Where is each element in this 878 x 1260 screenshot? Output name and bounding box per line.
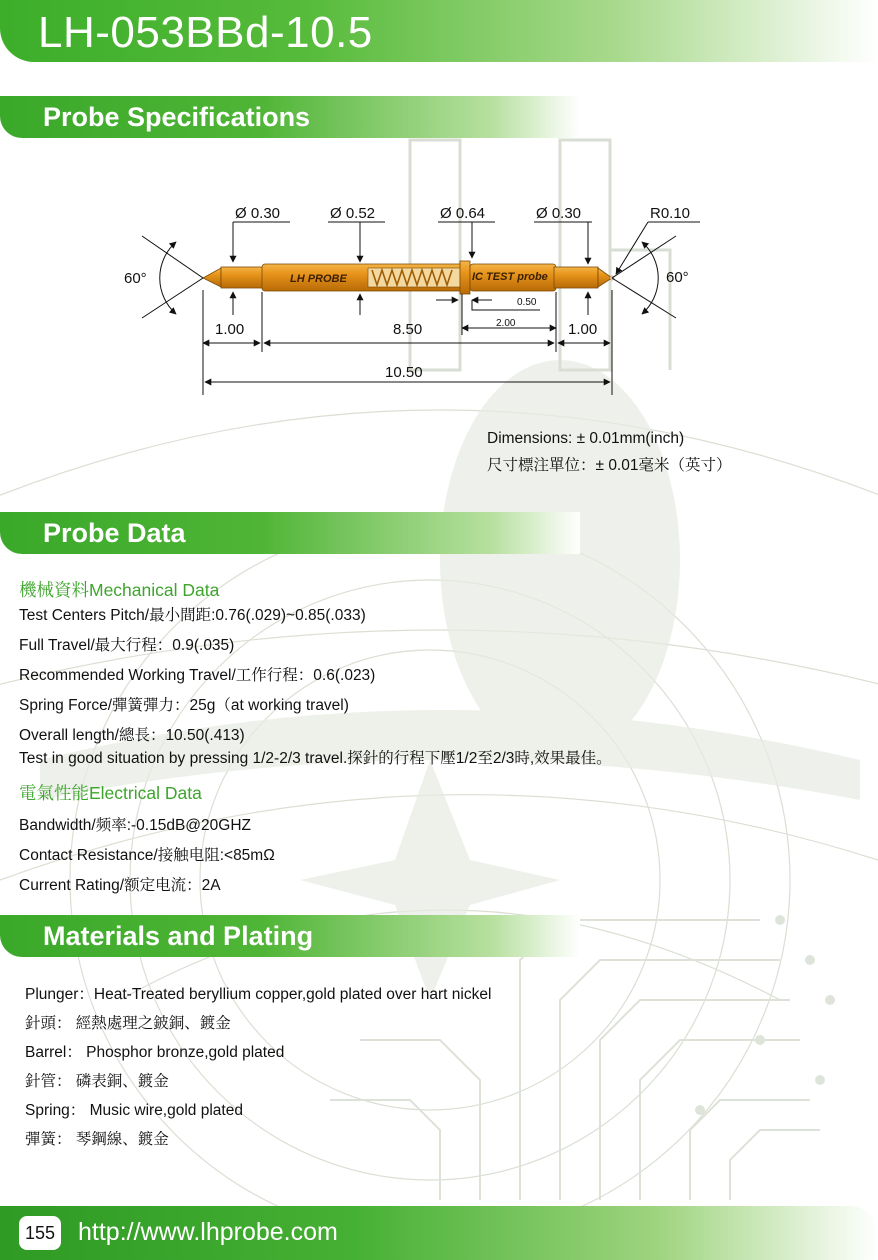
- label-angle-left: 60°: [124, 270, 147, 287]
- dimensions-note-zh: 尺寸標注單位：± 0.01毫米（英寸）: [487, 457, 732, 474]
- materials-line: 針管： 磷表銅、鍍金: [25, 1073, 169, 1090]
- label-dim-right: 1.00: [568, 321, 598, 338]
- section-header-probe-data: [0, 512, 580, 554]
- left-tip: [203, 268, 221, 287]
- electrical-line: Current Rating/额定电流：2A: [19, 877, 221, 894]
- electrical-heading: 電氣性能Electrical Data: [19, 783, 202, 803]
- label-dia-064: Ø 0.64: [440, 205, 486, 222]
- section-header-specifications: [0, 96, 580, 138]
- mechanical-line: Test in good situation by pressing 1/2-2/3 travel.探針的行程下壓1/2至2/3時,效果最佳。: [19, 750, 612, 767]
- section-title: Materials and Plating: [43, 921, 314, 951]
- page-number: 155: [19, 1216, 61, 1250]
- label-dim-mid: 8.50: [393, 321, 423, 338]
- probe-diagram: [100, 195, 740, 405]
- label-dia-030-right: Ø 0.30: [536, 205, 582, 222]
- label-dim-050: 0.50: [517, 297, 537, 308]
- barrel-text-left: LH PROBE: [290, 273, 347, 285]
- label-r010: R0.10: [650, 205, 691, 222]
- materials-line: Spring： Music wire,gold plated: [25, 1102, 243, 1119]
- electrical-line: Contact Resistance/接触电阻:<85mΩ: [19, 847, 275, 864]
- mechanical-line: Overall length/總長：10.50(.413): [19, 727, 245, 744]
- mechanical-heading: 機械資料Mechanical Data: [19, 580, 220, 600]
- materials-line: 針頭： 經熱處理之鈹銅、鍍金: [25, 1015, 231, 1032]
- label-dia-030-left: Ø 0.30: [235, 205, 281, 222]
- label-dim-left: 1.00: [215, 321, 245, 338]
- materials-line: Barrel： Phosphor bronze,gold plated: [25, 1044, 285, 1061]
- mechanical-line: Spring Force/彈簧彈力：25g（at working travel): [19, 697, 349, 714]
- left-plunger: [221, 267, 265, 288]
- materials-line: Plunger：Heat-Treated beryllium copper,gold plated over hart nickel: [25, 986, 492, 1003]
- mechanical-line: Full Travel/最大行程：0.9(.035): [19, 637, 235, 654]
- website-link[interactable]: http://www.lhprobe.com: [78, 1218, 338, 1246]
- label-angle-right: 60°: [666, 269, 689, 286]
- barrel-text-right: IC TEST probe: [472, 271, 548, 283]
- mechanical-line: Test Centers Pitch/最小間距:0.76(.029)~0.85(.033): [19, 607, 366, 624]
- right-plunger: [554, 267, 598, 288]
- section-title: Probe Data: [43, 518, 186, 548]
- label-dim-200: 2.00: [496, 318, 516, 329]
- section-title: Probe Specifications: [43, 102, 311, 132]
- barrel-collar: [460, 261, 470, 294]
- label-dia-052: Ø 0.52: [330, 205, 376, 222]
- dimensions-note-en: Dimensions: ± 0.01mm(inch): [487, 430, 685, 447]
- section-header-materials: [0, 915, 580, 957]
- page-title: LH-053BBd-10.5: [38, 8, 373, 57]
- materials-line: 彈簧： 琴鋼線、鍍金: [25, 1131, 169, 1148]
- electrical-line: Bandwidth/频率:-0.15dB@20GHZ: [19, 817, 251, 834]
- mechanical-line: Recommended Working Travel/工作行程：0.6(.023): [19, 667, 376, 684]
- label-dim-total: 10.50: [385, 364, 423, 381]
